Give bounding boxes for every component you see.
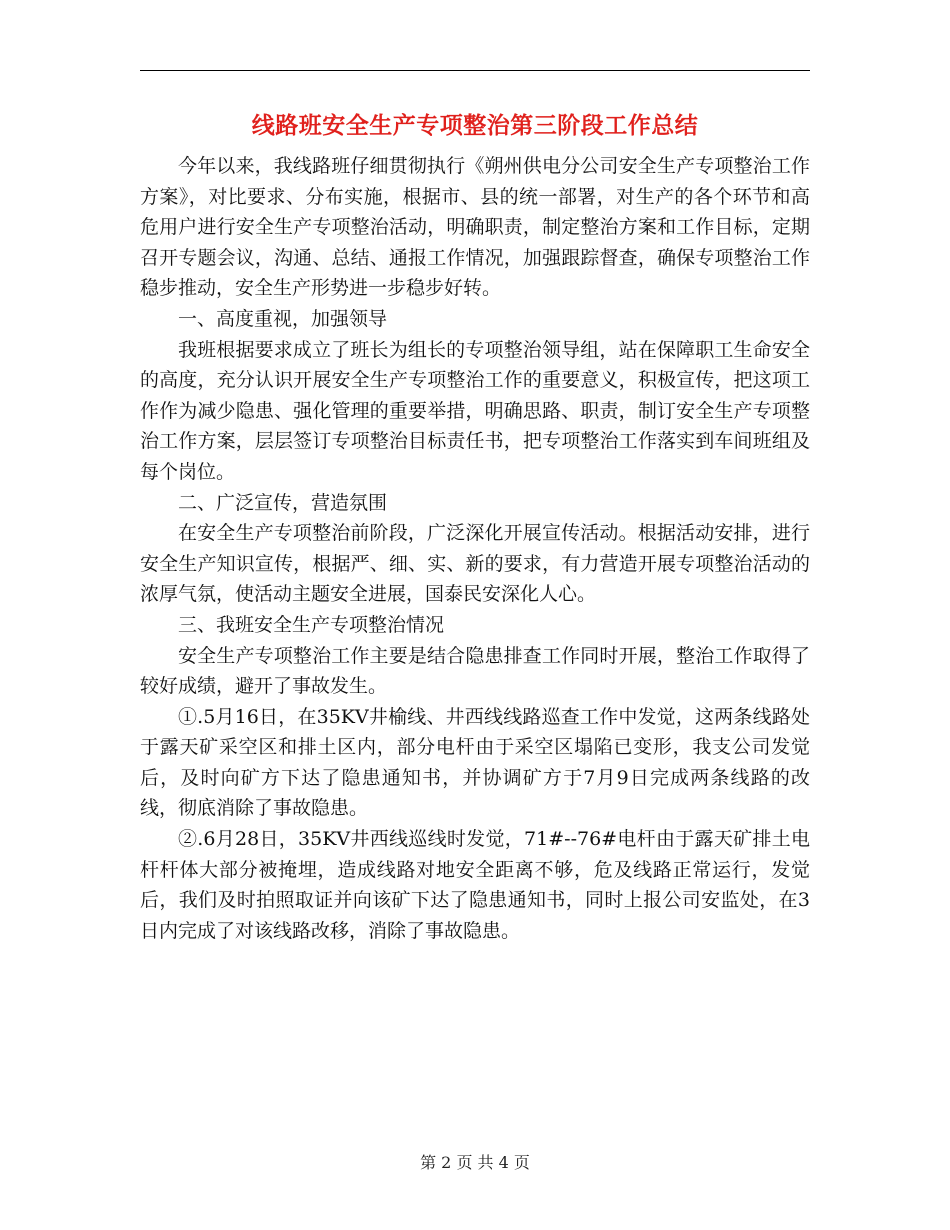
paragraph-section-1: 我班根据要求成立了班长为组长的专项整治领导组，站在保障职工生命安全的高度，充分认识开展安全生产专项整治工作的重要意义，积极宣传，把这项工作作为减少隐患、强化管理的重要举措，明确思路、职责，制订安全生产专项整治工作方案，层层签订专项整治目标责任书，把专项整治工作落实到车间班组及每个岗位。	[140, 338, 810, 483]
section-heading-1: 一、高度重视，加强领导	[178, 307, 388, 330]
paragraph-section-3: 安全生产专项整治工作主要是结合隐患排查工作同时开展，整治工作取得了较好成绩，避开了事故发生。	[140, 644, 810, 698]
header-rule	[140, 70, 810, 71]
paragraph-section-2: 在安全生产专项整治前阶段，广泛深化开展宣传活动。根据活动安排，进行安全生产知识宣传，根据严、细、实、新的要求，有力营造开展专项整治活动的浓厚气氛，使活动主题安全进展，国泰民安深化人心。	[140, 522, 810, 606]
page-number: 第 2 页 共 4 页	[420, 1153, 530, 1172]
paragraph-intro: 今年以来，我线路班仔细贯彻执行《朔州供电分公司安全生产专项整治工作方案》，对比要求、分布实施，根据市、县的统一部署，对生产的各个环节和高危用户进行安全生产专项整治活动，明确职责，制定整治方案和工作目标，定期召开专题会议，沟通、总结、通报工作情况，加强跟踪督查，确保专项整治工作稳步推动，安全生产形势进一步稳步好转。	[140, 155, 810, 300]
section-heading-3: 三、我班安全生产专项整治情况	[178, 613, 445, 636]
document-title: 线路班安全生产专项整治第三阶段工作总结	[251, 112, 699, 139]
paragraph-item-1: ①.5月16日，在35KV井榆线、井西线线路巡查工作中发觉，这两条线路处于露天矿采空区和排土区内，部分电杆由于采空区塌陷已变形，我支公司发觉后，及时向矿方下达了隐患通知书，并协调矿方于7月9日完成两条线路的改线，彻底消除了事故隐患。	[140, 705, 810, 820]
document-body	[140, 151, 810, 946]
section-heading-2: 二、广泛宣传，营造氛围	[178, 491, 388, 514]
paragraph-item-2: ②.6月28日，35KV井西线巡线时发觉，71#--76#电杆由于露天矿排土电杆杆体大部分被掩埋，造成线路对地安全距离不够，危及线路正常运行，发觉后，我们及时拍照取证并向该矿下达了隐患通知书，同时上报公司安监处，在3日内完成了对该线路改移，消除了事故隐患。	[140, 828, 810, 942]
